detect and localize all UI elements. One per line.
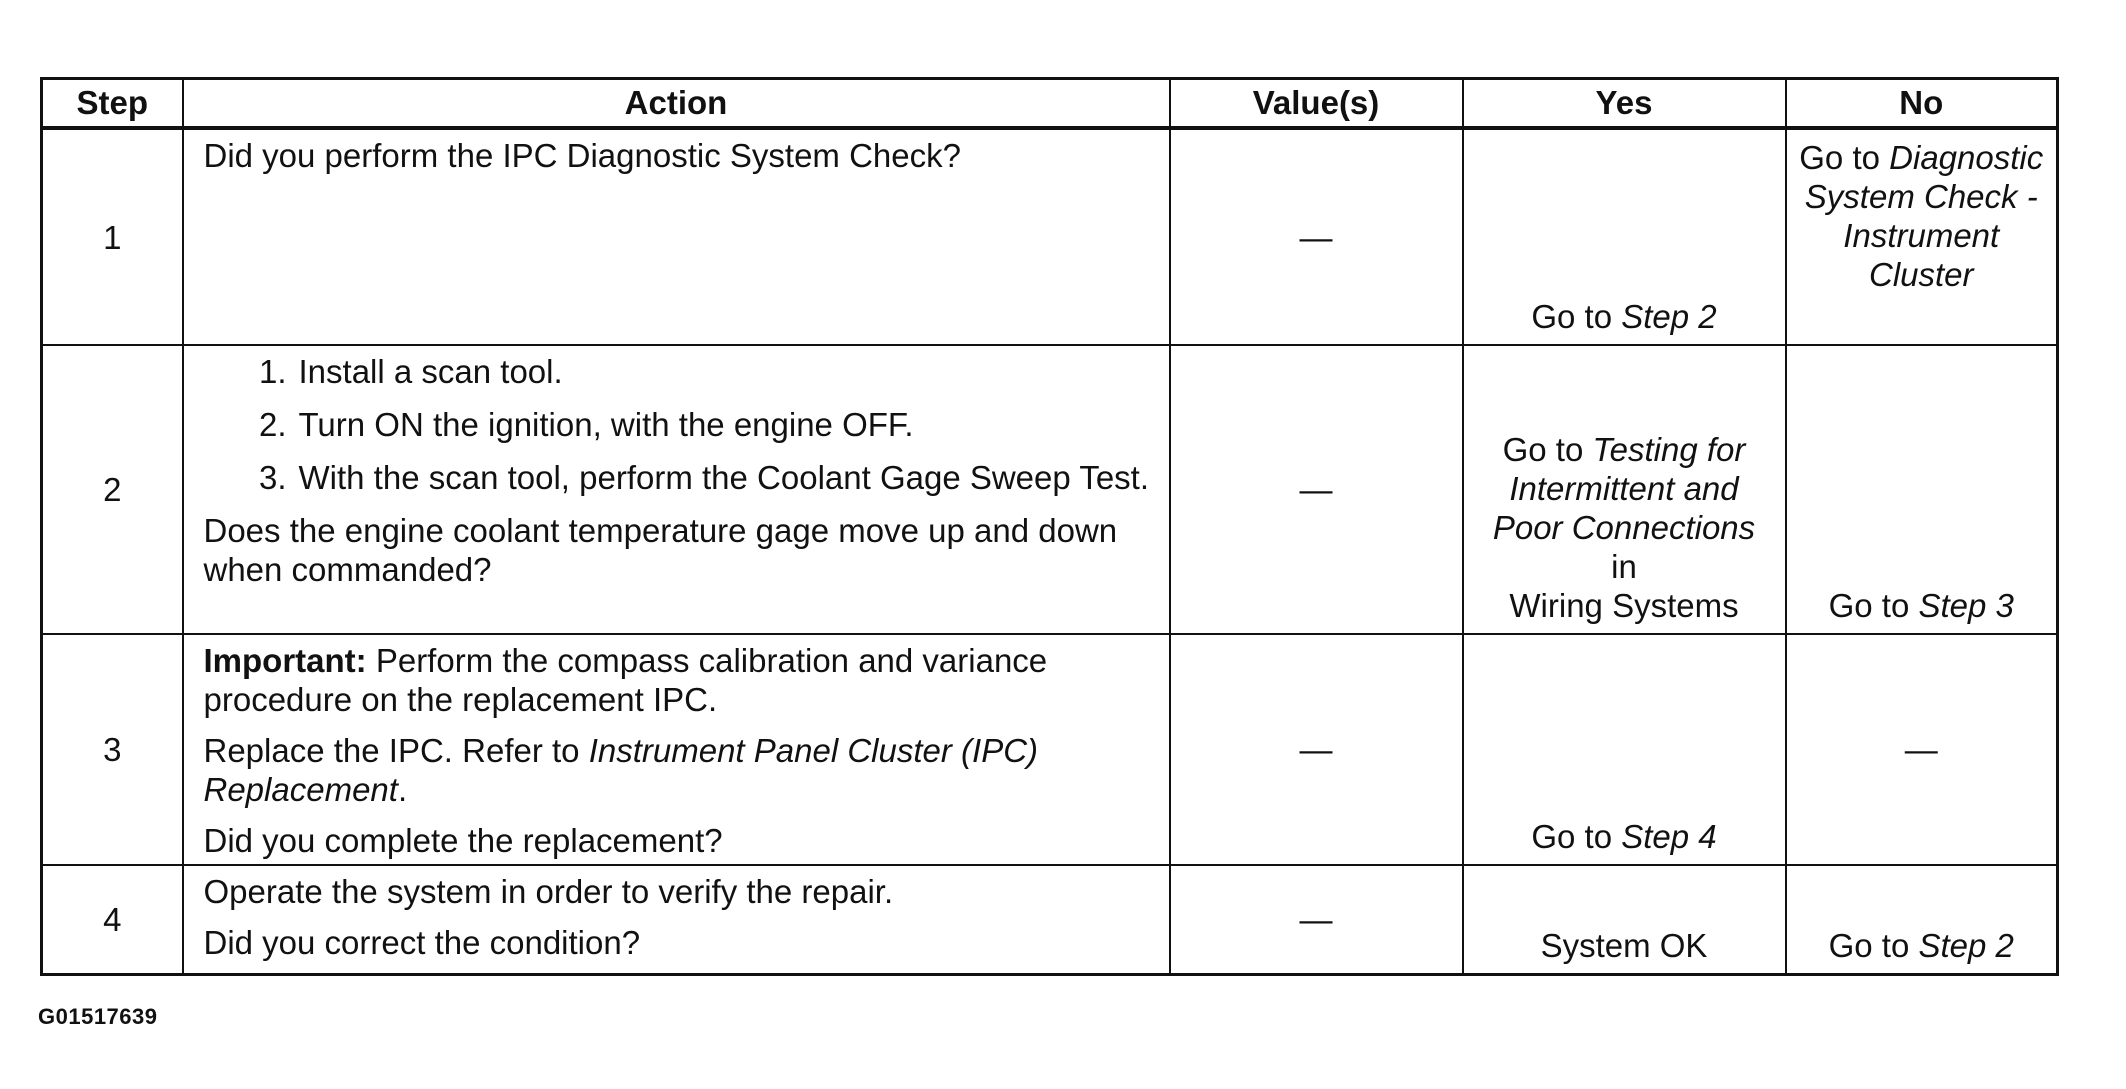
list-item-text: Turn ON the ignition, with the engine OFF. <box>298 406 914 443</box>
no-cell <box>1786 345 2058 634</box>
value-cell: — <box>1170 865 1463 974</box>
header-yes: Yes <box>1463 79 1786 129</box>
yes-prefix: Go to <box>1531 298 1622 335</box>
no-cell <box>1786 865 2058 974</box>
value-cell: — <box>1170 345 1463 634</box>
no-ref-line[interactable]: Instrument <box>1843 217 2000 254</box>
table-row <box>42 345 2058 634</box>
step-number: 4 <box>42 865 183 974</box>
yes-in-text: in <box>1611 548 1637 585</box>
list-item-text: With the scan tool, perform the Coolant Gage Sweep Test. <box>298 459 1150 496</box>
header-no: No <box>1786 79 2058 129</box>
important-note <box>204 641 1155 719</box>
no-ref-line[interactable]: Cluster <box>1868 256 1974 293</box>
important-text: Perform the compass calibration and variance procedure on the replacement IPC. <box>203 642 1048 718</box>
important-label: Important: <box>203 642 367 679</box>
list-item <box>204 405 1155 444</box>
list-item <box>204 352 1155 391</box>
yes-ref-line[interactable]: Testing for <box>1592 431 1746 468</box>
yes-prefix: Go to <box>1502 431 1593 468</box>
action-question: Did you correct the condition? <box>203 924 641 961</box>
no-ref-line[interactable]: Diagnostic <box>1889 139 2044 176</box>
action-instruction: Operate the system in order to verify the repair. <box>203 873 894 910</box>
list-item <box>204 458 1155 497</box>
action-question: Did you complete the replacement? <box>203 822 723 859</box>
replace-end: . <box>397 771 408 808</box>
action-question: Did you perform the IPC Diagnostic System Check? <box>203 137 961 174</box>
yes-ref-line[interactable]: Intermittent and <box>1509 470 1739 507</box>
step-number: 2 <box>42 345 183 634</box>
diagnostic-table <box>40 77 2059 976</box>
value-cell: — <box>1170 128 1463 345</box>
replace-instruction <box>204 731 1155 809</box>
yes-ref-line[interactable]: Poor Connections <box>1492 509 1756 546</box>
table-header-row <box>42 79 2058 129</box>
figure-id: G01517639 <box>38 1004 158 1029</box>
step-number: 1 <box>42 128 183 345</box>
list-item-text: Install a scan tool. <box>298 353 563 390</box>
no-step-link[interactable]: Step 3 <box>1918 587 2014 624</box>
header-action: Action <box>183 79 1170 129</box>
no-prefix: Go to <box>1799 139 1890 176</box>
replace-ref-link[interactable]: Instrument Panel Cluster (IPC) Replacement <box>203 732 1039 808</box>
action-cell <box>183 128 1170 345</box>
yes-cell: System OK <box>1463 865 1786 974</box>
no-cell <box>1786 128 2058 345</box>
action-cell <box>183 634 1170 865</box>
action-question: Does the engine coolant temperature gage move up and down when commanded? <box>203 512 1118 588</box>
list-item-number: 3. <box>258 459 287 496</box>
action-cell <box>183 865 1170 974</box>
no-cell: — <box>1786 634 2058 865</box>
yes-step-link[interactable]: Step 4 <box>1621 818 1717 855</box>
table-row <box>42 865 2058 974</box>
replace-text: Replace the IPC. Refer to <box>203 732 589 769</box>
header-values: Value(s) <box>1170 79 1463 129</box>
no-ref-line[interactable]: System Check - <box>1804 178 2038 215</box>
yes-cell <box>1463 634 1786 865</box>
step-number: 3 <box>42 634 183 865</box>
no-prefix: Go to <box>1828 587 1919 624</box>
list-item-number: 2. <box>258 406 287 443</box>
no-step-link[interactable]: Step 2 <box>1918 926 2014 964</box>
action-steps-list <box>204 352 1155 497</box>
yes-suffix: Wiring Systems <box>1509 587 1739 624</box>
list-item-number: 1. <box>258 353 287 390</box>
header-step: Step <box>42 79 183 129</box>
action-cell <box>183 345 1170 634</box>
value-cell: — <box>1170 634 1463 865</box>
yes-cell <box>1463 345 1786 634</box>
no-prefix: Go to <box>1828 926 1919 964</box>
yes-step-link[interactable]: Step 2 <box>1621 298 1717 335</box>
yes-cell <box>1463 128 1786 345</box>
table-row <box>42 634 2058 865</box>
yes-prefix: Go to <box>1531 818 1622 855</box>
table-row <box>42 128 2058 345</box>
